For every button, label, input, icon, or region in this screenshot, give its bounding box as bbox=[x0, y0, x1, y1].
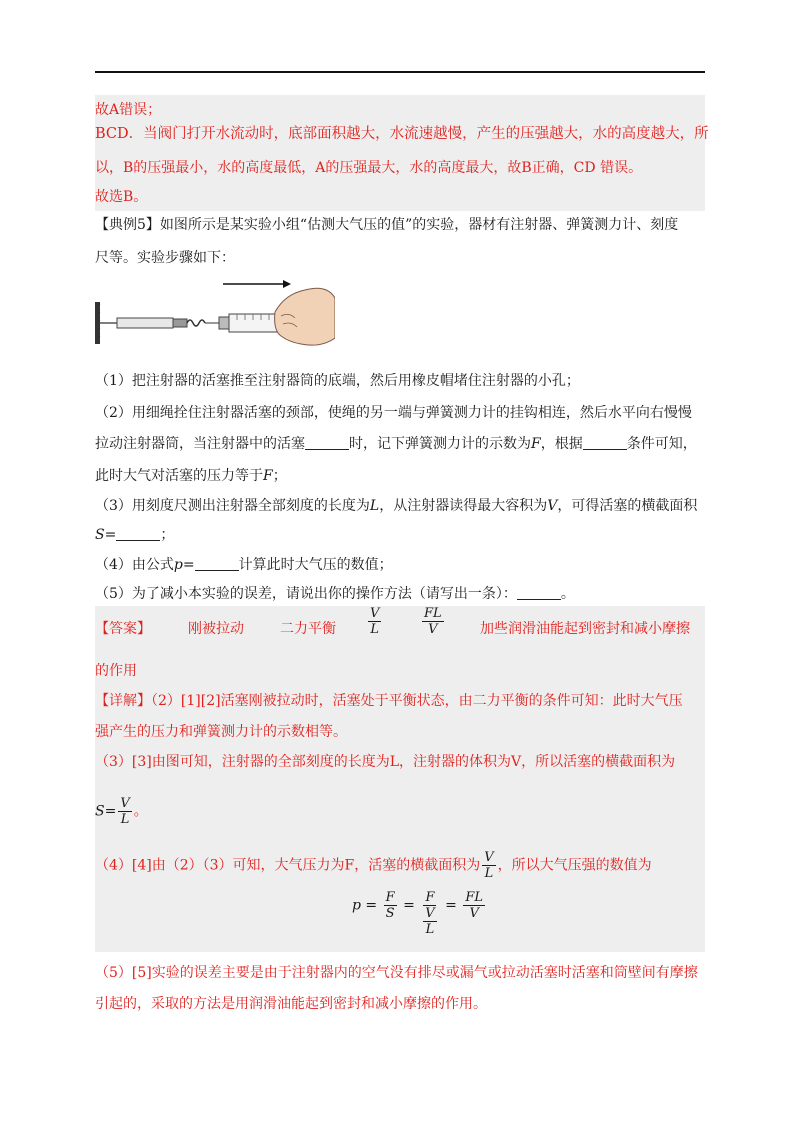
numerator: F bbox=[425, 890, 435, 905]
numerator: V bbox=[484, 850, 494, 865]
blank bbox=[195, 556, 239, 571]
detail-line bbox=[95, 850, 705, 881]
fraction bbox=[118, 796, 131, 827]
numerator: F bbox=[385, 890, 395, 905]
text-line: 故A错误； bbox=[95, 102, 162, 118]
fraction bbox=[482, 850, 495, 881]
blank bbox=[116, 526, 160, 541]
answer-3 bbox=[366, 606, 383, 637]
step-3-cont bbox=[95, 525, 705, 545]
fraction bbox=[384, 890, 397, 921]
text-line: 故选B。 bbox=[95, 189, 148, 205]
text: = bbox=[182, 557, 195, 573]
fraction bbox=[422, 606, 444, 637]
answer-5: 加些润滑油能起到密封和减小摩擦 bbox=[480, 621, 690, 637]
text: ，根据 bbox=[540, 436, 583, 452]
answer-4 bbox=[420, 606, 446, 637]
example-heading: 【典例5】如图所示是某实验小组“估测大气压的值”的实验，器材有注射器、弹簧测力计、刻度 bbox=[95, 217, 679, 233]
text: ，所以大气压强的数值为 bbox=[497, 857, 652, 874]
detail-line: （3）[3]由图可知，注射器的全部刻度的长度为L，注射器的体积为V，所以活塞的横截面积为 bbox=[95, 754, 676, 770]
fraction bbox=[423, 906, 436, 937]
var-V: V bbox=[547, 498, 558, 514]
denominator: V bbox=[428, 622, 438, 637]
var-L: L bbox=[369, 498, 380, 514]
numerator: V bbox=[370, 606, 380, 621]
denominator: V bbox=[469, 906, 479, 921]
text: = bbox=[445, 897, 457, 914]
detail-line bbox=[95, 691, 705, 711]
text: （4）由公式 bbox=[95, 557, 174, 573]
step-1: （1）把注射器的活塞推至注射器筒的底端，然后用橡皮帽堵住注射器的小孔； bbox=[95, 373, 580, 389]
text: 。 bbox=[560, 586, 575, 602]
detail-line: 引起的，采取的方法是用润滑油能起到密封和减小摩擦的作用。 bbox=[95, 996, 487, 1012]
numerator: V bbox=[425, 906, 435, 921]
text: 计算此时大气压的数值； bbox=[238, 557, 393, 573]
text: = bbox=[403, 897, 415, 914]
denominator: S bbox=[385, 906, 395, 921]
text: = bbox=[365, 897, 378, 914]
var-S: S bbox=[95, 527, 105, 543]
text: ； bbox=[272, 468, 287, 484]
formula-p bbox=[352, 890, 487, 937]
denominator: L bbox=[425, 922, 435, 937]
numerator: V bbox=[120, 796, 130, 811]
text: ； bbox=[160, 527, 175, 543]
fraction bbox=[421, 890, 438, 937]
blank bbox=[583, 435, 627, 450]
var-p: p bbox=[352, 897, 361, 914]
step-5 bbox=[95, 584, 705, 604]
step-2-cont bbox=[95, 466, 705, 486]
var-F: F bbox=[531, 436, 541, 452]
text: （5）为了减小本实验的误差，请说出你的操作方法（请写出一条）： bbox=[95, 586, 517, 602]
header-rule bbox=[95, 71, 705, 73]
syringe-spring-scale-figure bbox=[95, 272, 335, 354]
text: 条件可知， bbox=[626, 436, 697, 452]
answer-label: 【答案】 bbox=[95, 621, 151, 637]
blank bbox=[517, 585, 561, 600]
detail-line: （5）[5]实验的误差主要是由于注射器内的空气没有排尽或漏气或拉动活塞时活塞和筒壁间有摩擦 bbox=[95, 965, 698, 981]
step-4 bbox=[95, 555, 705, 575]
var-F: F bbox=[263, 468, 273, 484]
text: = bbox=[104, 803, 117, 820]
text-line: 尺等。实验步骤如下： bbox=[95, 250, 235, 266]
answer-5-cont: 的作用 bbox=[95, 663, 137, 679]
fraction bbox=[368, 606, 381, 637]
numerator: FL bbox=[424, 606, 442, 621]
fraction bbox=[463, 890, 485, 921]
denominator: L bbox=[370, 622, 380, 637]
numerator: FL bbox=[465, 890, 483, 905]
text: 拉动注射器筒，当注射器中的活塞 bbox=[95, 436, 305, 452]
text: ，可得活塞的横截面积 bbox=[557, 498, 698, 514]
step-2-cont bbox=[95, 434, 705, 454]
text: 时，记下弹簧测力计的示数为 bbox=[349, 436, 531, 452]
text: （3）用刻度尺测出注射器全部刻度的长度为 bbox=[95, 498, 370, 514]
step-2: （2）用细绳拴住注射器活塞的颈部，使绳的另一端与弹簧测力计的挂钩相连，然后水平向右慢慢 bbox=[95, 405, 692, 421]
answer-1: 刚被拉动 bbox=[188, 621, 244, 637]
denominator bbox=[421, 906, 438, 937]
text-line: BCD．当阀门打开水流动时，底部面积越大，水流速越慢，产生的压强越大，水的高度越大，所 bbox=[95, 126, 709, 142]
denominator: L bbox=[120, 812, 130, 827]
text: 。 bbox=[133, 803, 148, 820]
text: （2）[1][2]活塞刚被拉动时，活塞处于平衡状态，由二力平衡的条件可知：此时大气压 bbox=[151, 693, 683, 709]
answer-2: 二力平衡 bbox=[280, 621, 336, 637]
var-p: p bbox=[173, 557, 183, 573]
step-3 bbox=[95, 496, 705, 516]
text: = bbox=[104, 527, 117, 543]
formula-S bbox=[95, 796, 705, 827]
blank bbox=[305, 435, 349, 450]
detail-line: 强产生的压力和弹簧测力计的示数相等。 bbox=[95, 724, 347, 740]
detail-label: 【详解】 bbox=[95, 693, 151, 709]
text-line: 以，B的压强最小，水的高度最低，A的压强最大，水的高度最大，故B正确，CD 错误。 bbox=[95, 160, 643, 176]
denominator: L bbox=[484, 866, 494, 881]
text: 此时大气对活塞的压力等于 bbox=[95, 468, 263, 484]
text: ，从注射器读得最大容积为 bbox=[379, 498, 548, 514]
var-S: S bbox=[95, 803, 105, 820]
text: （4）[4]由（2）（3）可知，大气压力为F，活塞的横截面积为 bbox=[95, 857, 481, 874]
